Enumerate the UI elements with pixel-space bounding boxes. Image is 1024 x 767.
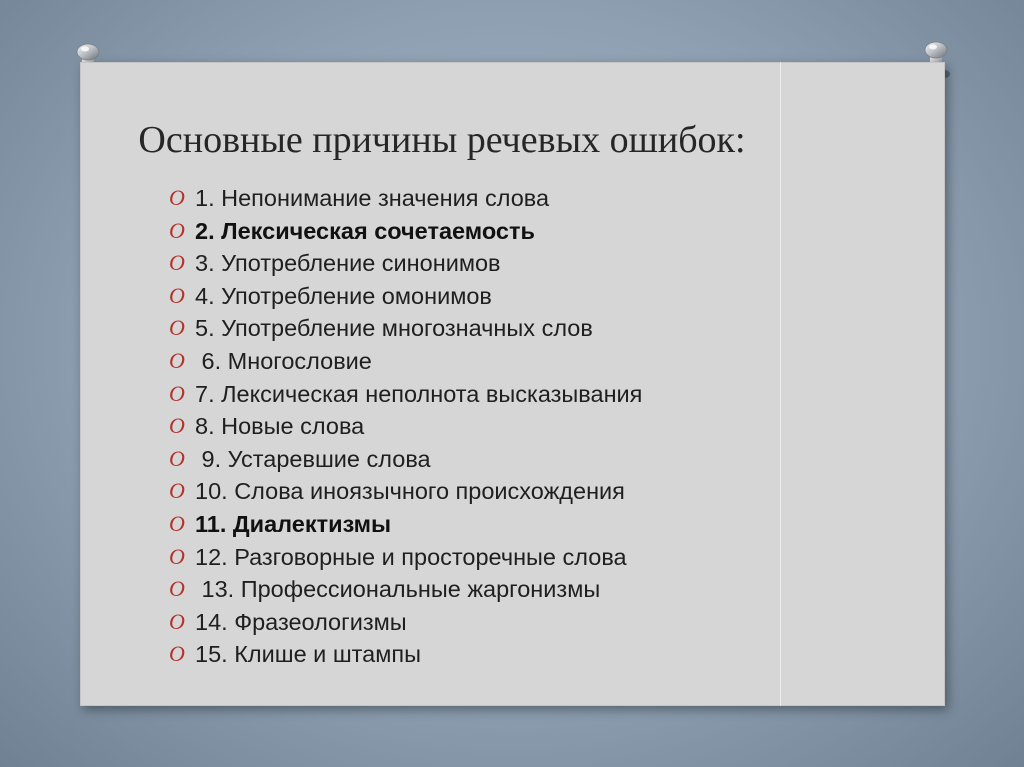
slide-title: Основные причины речевых ошибок:: [138, 119, 746, 161]
bullet-icon: O: [169, 347, 185, 373]
list-item: [169, 182, 642, 215]
list-item: [169, 541, 642, 574]
list-item: [169, 475, 642, 508]
bullet-icon: O: [169, 185, 185, 210]
bullet-icon: O: [169, 380, 185, 406]
list-item-text: 2. Лексическая сочетаемость: [195, 217, 535, 244]
list-item: [169, 247, 642, 280]
list-item-text: 7. Лексическая неполнота высказывания: [195, 380, 643, 407]
bullet-icon: O: [169, 315, 185, 341]
list-item: [169, 638, 642, 671]
list-item-text: 5. Употребление многозначных слов: [195, 315, 593, 342]
bullet-icon: O: [169, 217, 185, 243]
list-item: [169, 508, 642, 541]
list-item-text: 4. Употребление омонимов: [195, 282, 492, 309]
list-item-text: 11. Диалектизмы: [195, 510, 392, 537]
list-item-text: 13. Профессиональные жаргонизмы: [195, 576, 601, 603]
list-item: [169, 573, 642, 606]
list-item-text: 15. Клише и штампы: [195, 641, 422, 668]
bullet-icon: O: [169, 510, 185, 536]
list-item-text: 9. Устаревшие слова: [195, 445, 431, 472]
list-item: [169, 378, 642, 411]
list-item-text: 8. Новые слова: [195, 413, 365, 440]
bullet-icon: O: [169, 608, 185, 634]
list-item: [169, 280, 642, 313]
reasons-list: [169, 182, 642, 671]
list-item: [169, 215, 642, 248]
list-item-text: 1. Непонимание значения слова: [195, 185, 550, 211]
list-item-text: 14. Фразеологизмы: [195, 608, 407, 635]
list-item-text: 12. Разговорные и просторечные слова: [195, 543, 627, 570]
list-item: [169, 606, 642, 639]
list-item-text: 10. Слова иноязычного происхождения: [195, 478, 625, 505]
bullet-icon: O: [169, 282, 185, 308]
list-item-text: 6. Многословие: [195, 347, 372, 374]
list-item-text: 3. Употребление синонимов: [195, 250, 501, 277]
bullet-icon: O: [169, 543, 185, 569]
bullet-icon: O: [169, 576, 185, 602]
bullet-icon: O: [169, 413, 185, 439]
bullet-icon: O: [169, 478, 185, 504]
list-item: [169, 312, 642, 345]
list-item: [169, 410, 642, 443]
bullet-icon: O: [169, 250, 185, 276]
bullet-icon: O: [169, 641, 185, 667]
bullet-icon: O: [169, 445, 185, 471]
list-item: [169, 443, 642, 476]
list-item: [169, 345, 642, 378]
